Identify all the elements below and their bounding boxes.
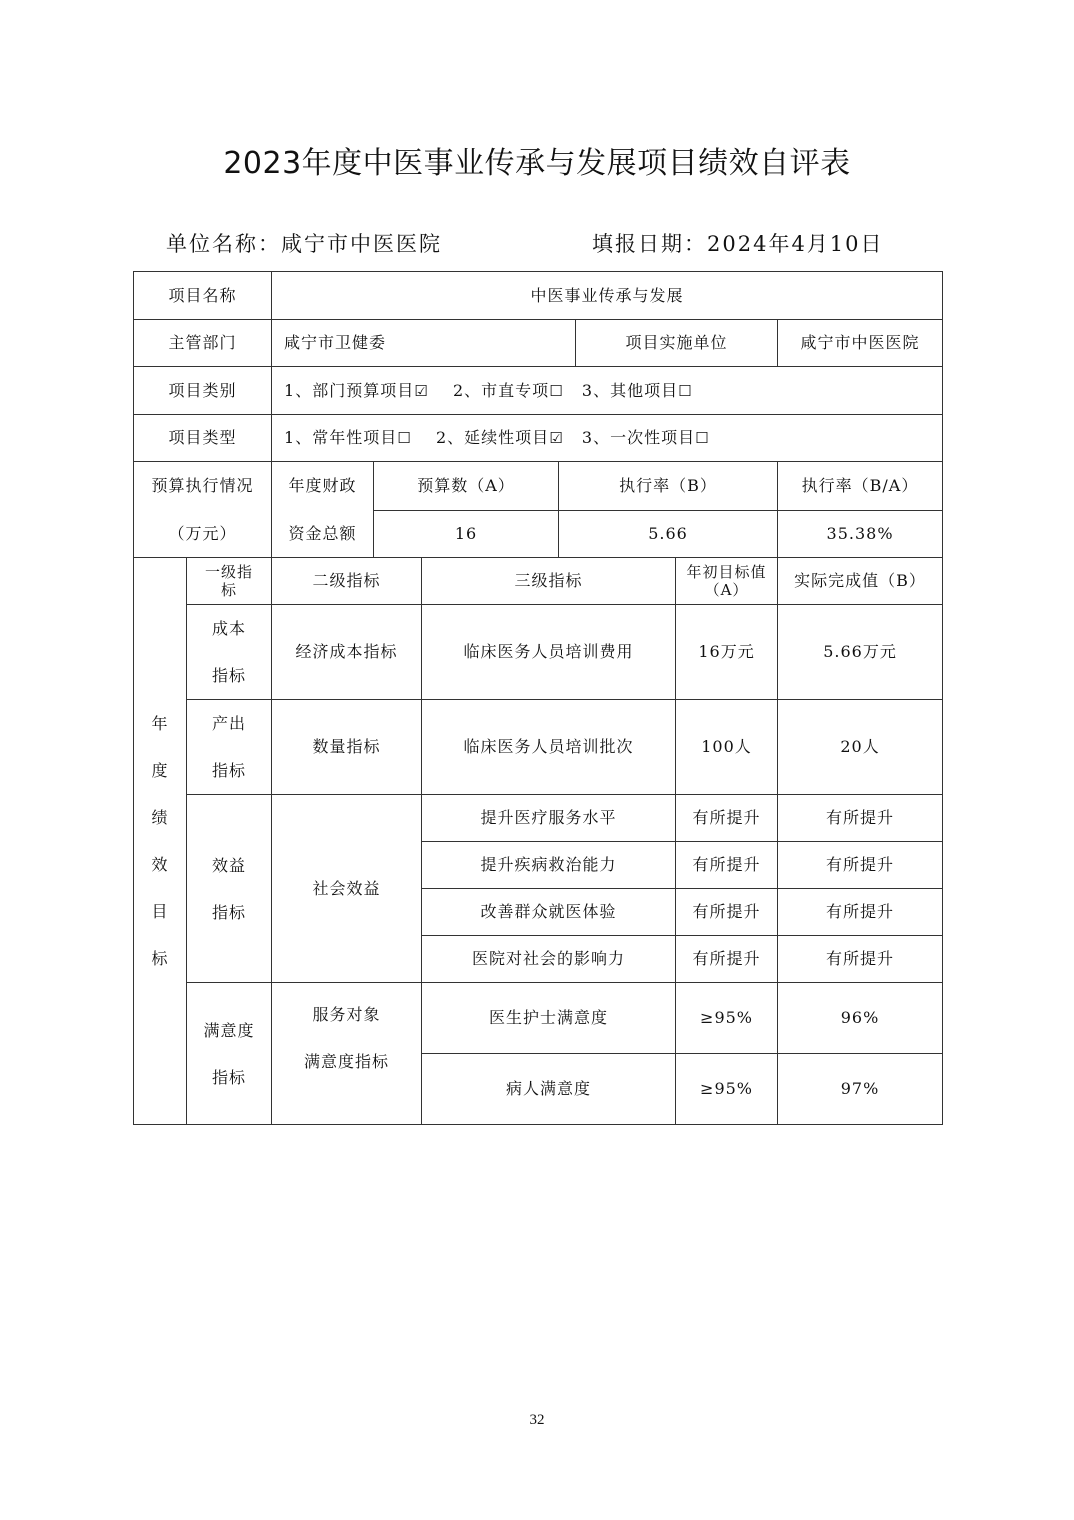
fin-label-line2: 资金总额 bbox=[288, 524, 357, 543]
benefit-target: 有所提升 bbox=[676, 936, 778, 983]
benefit-actual: 有所提升 bbox=[778, 795, 943, 842]
exec-b-value: 5.66 bbox=[559, 510, 778, 558]
date-value: 2024年4月10日 bbox=[707, 232, 884, 256]
col-header-actual: 实际完成值（B） bbox=[778, 558, 943, 605]
output-l3: 临床医务人员培训批次 bbox=[422, 700, 676, 795]
category-option-3: 3、其他项目 bbox=[581, 380, 679, 400]
col-header-l1: 一级指标 bbox=[187, 558, 272, 605]
satisfaction-l3: 病人满意度 bbox=[422, 1054, 676, 1125]
benefit-actual: 有所提升 bbox=[778, 936, 943, 983]
type-option-2: 2、延续性项目 bbox=[436, 428, 550, 448]
type-options bbox=[272, 415, 943, 462]
satisfaction-target: ≥95% bbox=[676, 1054, 778, 1125]
project-name-label: 项目名称 bbox=[134, 272, 272, 320]
benefit-l1: 效益 指标 bbox=[187, 795, 272, 983]
fin-label-line1: 年度财政 bbox=[288, 476, 357, 495]
category-options bbox=[272, 367, 943, 415]
checkbox-empty-icon: ☐ bbox=[549, 381, 564, 400]
budget-a-label: 预算数（A） bbox=[374, 462, 559, 511]
exec-b-label: 执行率（B） bbox=[559, 462, 778, 511]
benefit-actual: 有所提升 bbox=[778, 842, 943, 889]
page-title: 2023年度中医事业传承与发展项目绩效自评表 bbox=[223, 146, 851, 181]
cost-l3: 临床医务人员培训费用 bbox=[422, 605, 676, 700]
date-info bbox=[592, 228, 884, 258]
output-l2: 数量指标 bbox=[272, 700, 422, 795]
type-label: 项目类型 bbox=[134, 415, 272, 462]
benefit-target: 有所提升 bbox=[676, 889, 778, 936]
page-number: 32 bbox=[529, 1412, 545, 1428]
rate-label: 执行率（B/A） bbox=[778, 462, 943, 511]
cost-target: 16万元 bbox=[676, 605, 778, 700]
output-actual: 20人 bbox=[778, 700, 943, 795]
project-name-value: 中医事业传承与发展 bbox=[272, 272, 943, 320]
dept-label: 主管部门 bbox=[134, 320, 272, 367]
benefit-target: 有所提升 bbox=[676, 795, 778, 842]
col-header-target: 年初目标值（A） bbox=[676, 558, 778, 605]
benefit-l2: 社会效益 bbox=[272, 795, 422, 983]
cost-l2: 经济成本指标 bbox=[272, 605, 422, 700]
output-target: 100人 bbox=[676, 700, 778, 795]
budget-label bbox=[134, 462, 272, 558]
dept-value: 咸宁市卫健委 bbox=[272, 320, 576, 367]
output-l1: 产出 指标 bbox=[187, 700, 272, 795]
type-option-3: 3、一次性项目 bbox=[581, 428, 696, 448]
satisfaction-l2: 服务对象 满意度指标 bbox=[272, 983, 422, 1125]
col-header-l2: 二级指标 bbox=[272, 558, 422, 605]
evaluation-table bbox=[133, 271, 943, 1125]
rate-value: 35.38% bbox=[778, 510, 943, 558]
satisfaction-target: ≥95% bbox=[676, 983, 778, 1054]
benefit-target: 有所提升 bbox=[676, 842, 778, 889]
cost-l1: 成本 指标 bbox=[187, 605, 272, 700]
unit-info bbox=[166, 228, 442, 258]
checkbox-checked-icon: ☑ bbox=[414, 381, 429, 400]
checkbox-checked-icon: ☑ bbox=[549, 429, 564, 448]
benefit-actual: 有所提升 bbox=[778, 889, 943, 936]
budget-label-line1: 预算执行情况 bbox=[151, 476, 254, 495]
col-header-l3: 三级指标 bbox=[422, 558, 676, 605]
date-label: 填报日期： bbox=[592, 232, 707, 256]
benefit-l3: 提升疾病救治能力 bbox=[422, 842, 676, 889]
impl-value: 咸宁市中医医院 bbox=[778, 320, 943, 367]
type-option-1: 1、常年性项目 bbox=[284, 428, 398, 448]
perf-goal-label: 年 度 绩 效 目 标 bbox=[134, 558, 187, 1125]
satisfaction-actual: 97% bbox=[778, 1054, 943, 1125]
budget-a-value: 16 bbox=[374, 510, 559, 558]
budget-label-line2: （万元） bbox=[168, 524, 237, 543]
category-option-2: 2、市直专项 bbox=[453, 380, 550, 400]
checkbox-empty-icon: ☐ bbox=[695, 429, 710, 448]
impl-label: 项目实施单位 bbox=[576, 320, 778, 367]
checkbox-empty-icon: ☐ bbox=[678, 381, 693, 400]
benefit-l3: 医院对社会的影响力 bbox=[422, 936, 676, 983]
cost-actual: 5.66万元 bbox=[778, 605, 943, 700]
category-label: 项目类别 bbox=[134, 367, 272, 415]
satisfaction-l1: 满意度 指标 bbox=[187, 983, 272, 1125]
category-option-1: 1、部门预算项目 bbox=[284, 380, 415, 400]
benefit-l3: 改善群众就医体验 bbox=[422, 889, 676, 936]
unit-value: 咸宁市中医医院 bbox=[281, 232, 442, 256]
unit-label: 单位名称： bbox=[166, 232, 281, 256]
fin-label bbox=[272, 462, 374, 558]
satisfaction-l3: 医生护士满意度 bbox=[422, 983, 676, 1054]
satisfaction-actual: 96% bbox=[778, 983, 943, 1054]
checkbox-empty-icon: ☐ bbox=[397, 429, 412, 448]
benefit-l3: 提升医疗服务水平 bbox=[422, 795, 676, 842]
